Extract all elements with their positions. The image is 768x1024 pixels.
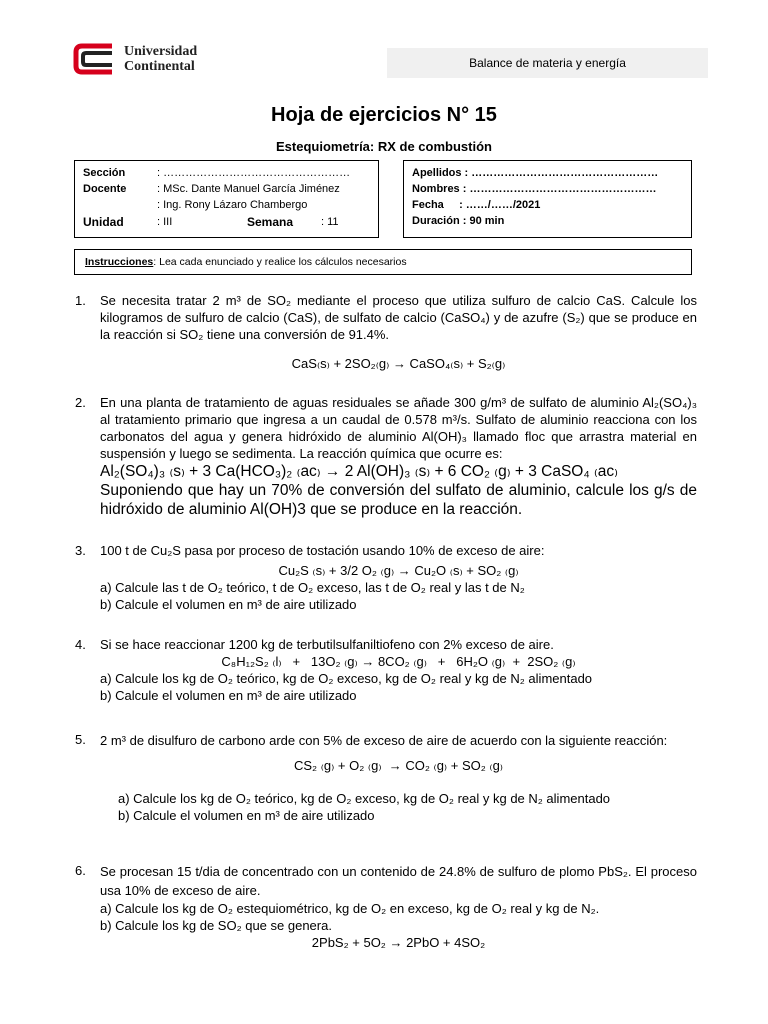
docente-value1: : MSc. Dante Manuel García Jiménez bbox=[157, 183, 340, 195]
question-text: 2 m³ de disulfuro de carbono arde con 5% de exceso de aire de acuerdo con la siguiente reacción: bbox=[100, 733, 668, 748]
question-3 bbox=[75, 542, 697, 613]
question-number: 3. bbox=[75, 543, 86, 558]
docente-label: Docente bbox=[83, 183, 127, 195]
logo-line2: Continental bbox=[124, 59, 195, 74]
info-box-right bbox=[403, 160, 692, 238]
question-6 bbox=[75, 862, 697, 951]
unidad-value: : III bbox=[157, 216, 173, 228]
info-box-left bbox=[74, 160, 379, 238]
question-text: Si se hace reaccionar 1200 kg de terbutilsulfaniltiofeno con 2% exceso de aire. bbox=[100, 637, 554, 652]
semana-value: : 11 bbox=[321, 216, 339, 228]
question-number: 2. bbox=[75, 395, 86, 410]
question-1 bbox=[75, 292, 697, 372]
docente-value2: : Ing. Rony Lázaro Chambergo bbox=[157, 199, 308, 211]
equation: 2PbS₂ + 5O₂ → 2PbO + 4SO₂ bbox=[311, 935, 486, 950]
equation: Al₂(SO₄)₃ ₍s₎ + 3 Ca(HCO₃)₂ ₍ac₎ → 2 Al(OH)₃ ₍s₎ + 6 CO₂ ₍g₎ + 3 CaSO₄ ₍ac₎ bbox=[100, 463, 618, 480]
nombres-field: Nombres : …………………………………………… bbox=[412, 183, 657, 195]
item-b: b) Calcule el volumen en m³ de aire utilizado bbox=[118, 808, 375, 823]
equation: Cu₂S ₍s₎ + 3/2 O₂ ₍g₎ → Cu₂O ₍s₎ + SO₂ ₍g₎ bbox=[278, 563, 519, 578]
instructions-box bbox=[74, 249, 692, 275]
university-logo bbox=[72, 40, 197, 78]
question-text: Se procesan 15 t/dia de concentrado con un contenido de 24.8% de sulfuro de plomo PbS₂. El proceso usa 10% de exceso de aire. bbox=[100, 864, 697, 898]
fecha-field: Fecha : ……/……/2021 bbox=[412, 199, 541, 211]
seccion-value: : …………………………………………… bbox=[157, 167, 351, 179]
instructions-label: Instrucciones bbox=[85, 256, 154, 268]
question-text-2: Suponiendo que hay un 70% de conversión del sulfato de aluminio, calcule los g/s de hidróxido de aluminio Al(OH)3 que se produce en la reacción. bbox=[100, 482, 697, 518]
semana-label: Semana bbox=[247, 215, 294, 229]
item-b: b) Calcule el volumen en m³ de aire utilizado bbox=[100, 597, 357, 612]
seccion-label: Sección bbox=[83, 167, 126, 179]
question-number: 4. bbox=[75, 637, 86, 652]
equation: CS₂ ₍g₎ + O₂ ₍g₎ → CO₂ ₍g₎ + SO₂ ₍g₎ bbox=[293, 758, 503, 773]
unidad-label: Unidad bbox=[83, 215, 124, 229]
item-b: b) Calcule los kg de SO₂ que se genera. bbox=[100, 918, 332, 933]
equation: C₈H₁₂S₂ ₍l₎ + 13O₂ ₍g₎ → 8CO₂ ₍g₎ + 6H₂O ₍g₎ + 2SO₂ ₍g₎ bbox=[221, 654, 576, 669]
page-title: Hoja de ejercicios N° 15 bbox=[271, 104, 497, 126]
page-subtitle: Estequiometría: RX de combustión bbox=[276, 139, 492, 154]
logo-icon bbox=[72, 40, 116, 78]
question-text: Se necesita tratar 2 m³ de SO₂ mediante el proceso que utiliza sulfuro de calcio CaS. Calcule los kilogramos de sulfuro de calcio (CaS), de sulfato de calcio (CaSO₄) y de azufre (S₂) que se produce en la reacción si SO₂ tiene una conversión de 91.4%. bbox=[100, 293, 697, 342]
instructions-text: : Lea cada enunciado y realice los cálculos necesarios bbox=[153, 256, 407, 268]
question-4 bbox=[75, 636, 697, 704]
course-name: Balance de materia y energía bbox=[387, 48, 708, 78]
question-text: En una planta de tratamiento de aguas residuales se añade 300 g/m³ de sulfato de aluminio Al₂(SO₄)₃ al tratamiento primario que ingresa a un caudal de 0.578 m³/s. Sulfato de aluminio reacciona con los carbonatos del agua y genera hidróxido de aluminio Al(OH)₃ llamado floc que arrastra material en suspensión y luego se sedimenta. La reacción química que ocurre es: bbox=[100, 395, 697, 461]
item-a: a) Calcule las t de O₂ teórico, t de O₂ exceso, las t de O₂ real y las t de N₂ bbox=[100, 580, 525, 595]
question-5 bbox=[75, 731, 697, 824]
question-number: 6. bbox=[75, 863, 86, 878]
item-b: b) Calcule el volumen en m³ de aire utilizado bbox=[100, 688, 357, 703]
item-a: a) Calcule los kg de O₂ teórico, kg de O₂ exceso, kg de O₂ real y kg de N₂ alimentado bbox=[118, 791, 611, 806]
question-number: 5. bbox=[75, 732, 86, 747]
question-number: 1. bbox=[75, 293, 86, 308]
equation: CaS₍s₎ + 2SO₂₍g₎ → CaSO₄₍s₎ + S₂₍g₎ bbox=[291, 356, 506, 371]
duracion-field: Duración : 90 min bbox=[412, 215, 505, 227]
question-2 bbox=[75, 394, 697, 519]
logo-line1: Universidad bbox=[124, 44, 198, 59]
item-a: a) Calcule los kg de O₂ estequiométrico, kg de O₂ en exceso, kg de O₂ real y kg de N₂. bbox=[100, 901, 600, 916]
question-text: 100 t de Cu₂S pasa por proceso de tostación usando 10% de exceso de aire: bbox=[100, 543, 545, 558]
apellidos-field: Apellidos : …………………………………………… bbox=[412, 167, 659, 179]
item-a: a) Calcule los kg de O₂ teórico, kg de O₂ exceso, kg de O₂ real y kg de N₂ alimentado bbox=[100, 671, 593, 686]
